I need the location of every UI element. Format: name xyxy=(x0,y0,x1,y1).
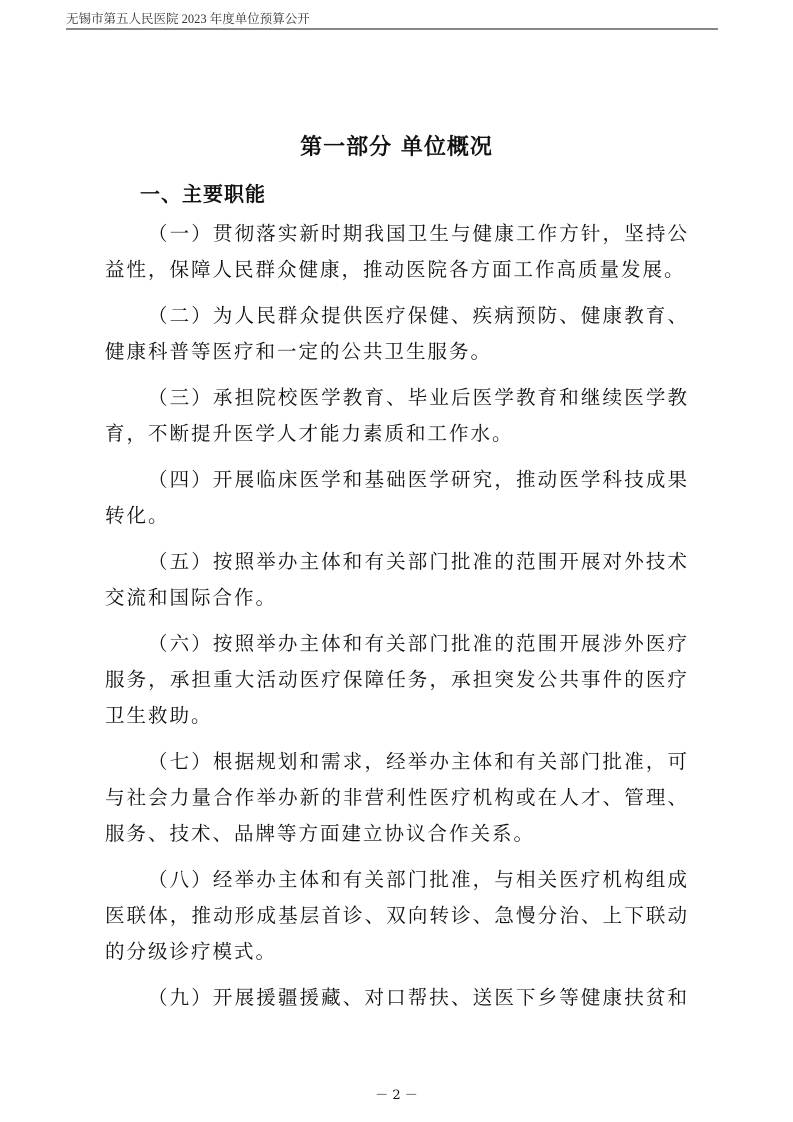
text-line: （二）为人民群众提供医疗保健、疾病预防、健康教育、 xyxy=(148,304,689,327)
paragraph xyxy=(105,544,689,616)
text-line: 益性，保障人民群众健康，推动医院各方面工作高质量发展。 xyxy=(105,258,686,281)
text-line: （一）贯彻落实新时期我国卫生与健康工作方针，坚持公 xyxy=(148,222,689,245)
text-line: 医联体，推动形成基层首诊、双向转诊、急慢分治、上下联动 xyxy=(105,904,689,927)
paragraph xyxy=(105,862,689,970)
paragraph xyxy=(105,744,689,852)
text-line: 健康科普等医疗和一定的公共卫生服务。 xyxy=(105,340,493,363)
page-number: － 2 － xyxy=(375,1088,418,1103)
paragraph xyxy=(105,298,689,370)
text-line: 服务，承担重大活动医疗保障任务，承担突发公共事件的医疗 xyxy=(105,668,689,691)
part-title: 第一部分 单位概况 xyxy=(300,135,493,160)
paragraph xyxy=(105,980,689,1016)
text-line: （七）根据规划和需求，经举办主体和有关部门批准，可 xyxy=(148,750,689,773)
text-line: （九）开展援疆援藏、对口帮扶、送医下乡等健康扶贫和 xyxy=(148,986,689,1009)
section-heading: 一、主要职能 xyxy=(140,182,266,206)
header-rule xyxy=(66,28,718,30)
text-line: 育，不断提升医学人才能力素质和工作水。 xyxy=(105,422,514,445)
running-header: 无锡市第五人民医院 2023 年度单位预算公开 xyxy=(66,12,310,26)
text-line: 转化。 xyxy=(105,504,170,527)
paragraph xyxy=(105,462,689,534)
paragraph xyxy=(105,380,689,452)
text-line: （四）开展临床医学和基础医学研究，推动医学科技成果 xyxy=(148,468,689,491)
text-line: （六）按照举办主体和有关部门批准的范围开展涉外医疗 xyxy=(148,632,689,655)
text-line: 卫生救助。 xyxy=(105,704,213,727)
text-line: 与社会力量合作举办新的非营利性医疗机构或在人才、管理、 xyxy=(105,786,689,809)
text-line: （八）经举办主体和有关部门批准，与相关医疗机构组成 xyxy=(148,868,689,891)
body-text xyxy=(105,216,689,1026)
text-line: （三）承担院校医学教育、毕业后医学教育和继续医学教 xyxy=(148,386,689,409)
text-line: （五）按照举办主体和有关部门批准的范围开展对外技术 xyxy=(148,550,689,573)
paragraph xyxy=(105,216,689,288)
text-line: 交流和国际合作。 xyxy=(105,586,278,609)
paragraph xyxy=(105,626,689,734)
text-line: 服务、技术、品牌等方面建立协议合作关系。 xyxy=(105,822,536,845)
text-line: 的分级诊疗模式。 xyxy=(105,940,278,963)
